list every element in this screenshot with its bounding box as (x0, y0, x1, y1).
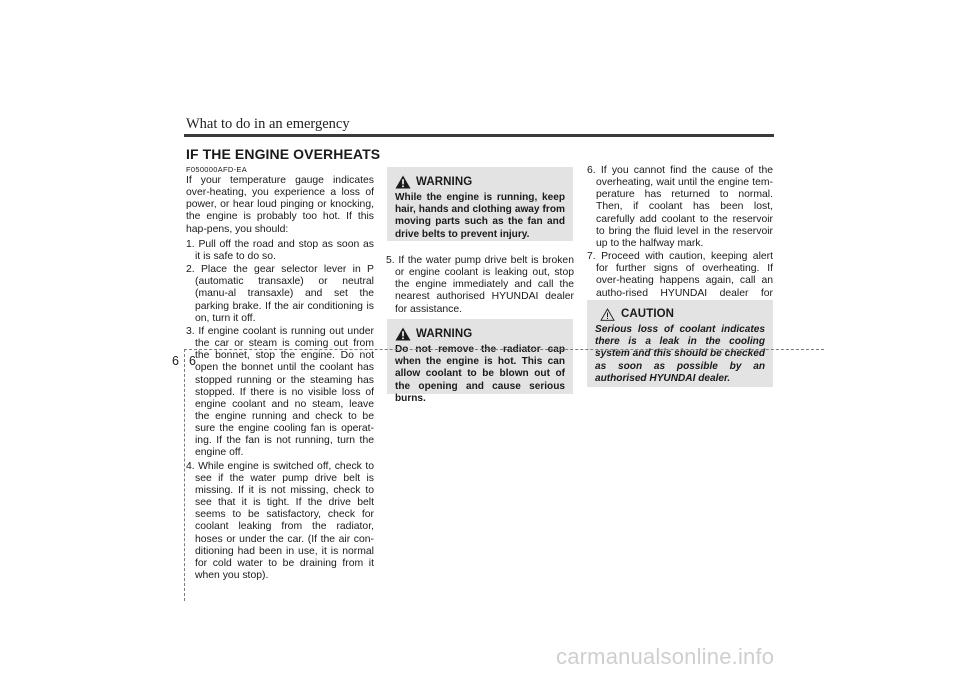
step-number: 6. (587, 165, 596, 176)
column-middle (386, 255, 574, 317)
step-text: If engine coolant is running out under the car or steam is coming out from the bonnet, stop the engine. Do not open the bonnet until the coolant has stopped running or the steaming has stopped. If there is no visible loss of engine coolant and no steam, leave the engine running and check to be sure the engine cooling fan is operat-ing. If the fan is not running, turn the engine off. (195, 325, 374, 459)
step-text: Proceed with caution, keeping alert for further signs of overheating. If over-heating happens again, call an autho-rised HYUNDAI dealer for (596, 251, 774, 299)
section-title: IF THE ENGINE OVERHEATS (186, 146, 381, 162)
warning-title: WARNING (416, 176, 473, 188)
list-item (186, 264, 374, 325)
warning-title: WARNING (416, 328, 473, 340)
step-text: If you cannot find the cause of the overheating, wait until the engine tem-perature has returned to normal. Then, if coolant has been lost, carefully add coolant to the reservoir to bring the fluid level in the reservoir up to the halfway mark. (596, 165, 774, 249)
step-text: While engine is switched off, check to see if the water pump drive belt is missing. If it is not missing, check to see that it is tight. If the drive belt seems to be satisfactory, check for coolant leaking from the radiator, hoses or under the car. (If the air con-ditioning had been in use, it is normal for cold water to be draining from it when you stop). (195, 460, 374, 581)
warning-box-radiator (387, 319, 573, 404)
list-item (186, 239, 374, 263)
caution-triangle-icon (600, 308, 615, 321)
step-number: 4. (186, 460, 195, 472)
column-right (587, 165, 773, 313)
list-item (186, 461, 374, 583)
step-number: 1. (186, 238, 195, 250)
caution-title: CAUTION (621, 308, 675, 320)
warning-header (395, 325, 565, 343)
page-number: 6 (189, 354, 196, 368)
warning-header (395, 173, 565, 191)
footer-vertical-rule (184, 349, 185, 601)
header-rule (184, 134, 774, 137)
steps-list-middle (386, 255, 574, 316)
intro-paragraph: If your temperature gauge indicates over-heating, you experience a loss of power, or hear loud pinging or knocking, the engine is probably too hot. If this hap-pens, you should: (186, 175, 374, 235)
page-header-title: What to do in an emergency (186, 116, 350, 132)
step-number: 5. (386, 255, 395, 266)
caution-text: Serious loss of coolant indicates there is a leak in the cooling system and this should be checked as soon as possible by an authorised HYUNDAI dealer. (595, 324, 765, 384)
warning-box-fan (387, 167, 573, 241)
step-number: 2. (186, 264, 195, 276)
list-item (587, 165, 773, 250)
list-item (186, 326, 374, 460)
steps-list-left (186, 239, 374, 582)
step-text: Pull off the road and stop as soon as it is safe to do so. (195, 238, 375, 262)
list-item (386, 255, 574, 316)
chapter-number: 6 (172, 354, 179, 368)
caution-box (587, 300, 773, 387)
step-text: Place the gear selector lever in P (automatic transaxle) or neutral (manu-al transaxle) and set the parking brake. If the air conditioning is on, turn it off. (195, 264, 374, 324)
caution-header (595, 305, 765, 323)
watermark: carmanualsonline.info (556, 644, 775, 669)
column-left (186, 165, 374, 583)
step-text: If the water pump drive belt is broken or engine coolant is leaking out, stop the engine immediately and call the nearest authorised HYUNDAI dealer for assistance. (395, 255, 574, 315)
warning-text: While the engine is running, keep hair, hands and clothing away from moving parts such as the fan and drive belts to prevent injury. (395, 192, 565, 240)
steps-list-right (587, 165, 773, 312)
step-number: 7. (587, 251, 596, 263)
document-code: F050000AFD-EA (186, 165, 248, 174)
warning-text: Do not remove the radiator cap when the engine is hot. This can allow coolant to be blown out of the opening and cause serious burns. (395, 344, 565, 404)
warning-triangle-icon (395, 327, 411, 341)
step-number: 3. (186, 325, 195, 337)
warning-triangle-icon (395, 175, 411, 189)
footer-rule (184, 349, 824, 350)
